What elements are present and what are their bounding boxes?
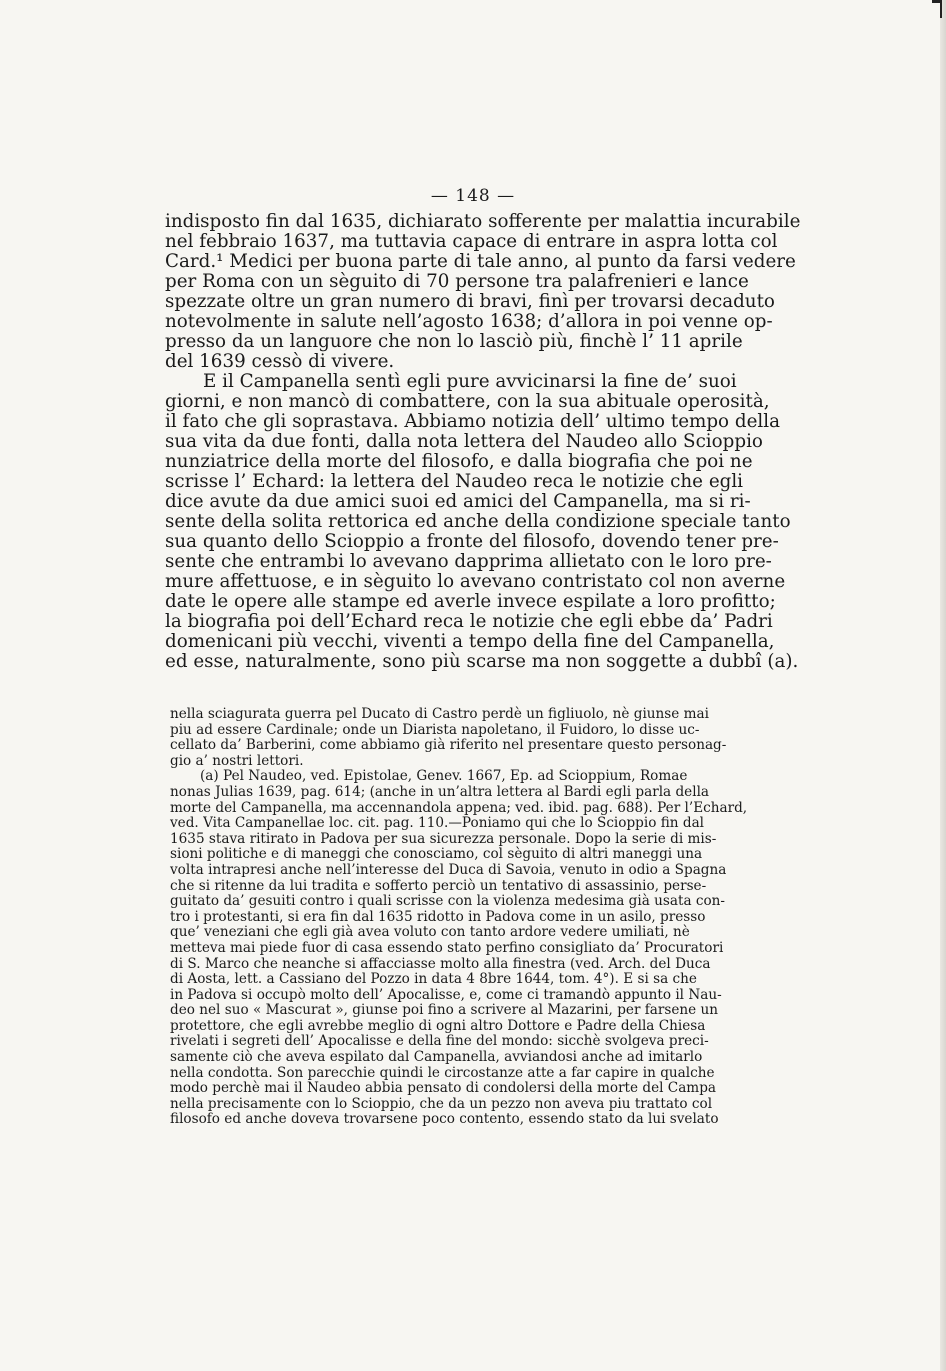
main-text-line: Card.¹ Medici per buona parte di tale anno, al punto da farsi vedere <box>165 251 796 272</box>
main-text-line: sua quanto dello Scioppio a fronte del filosofo, dovendo tener pre- <box>165 531 779 552</box>
footnote-line: cellato da’ Barberini, come abbiamo già riferito nel presentare questo personag- <box>170 737 727 754</box>
footnote-line: 1635 stava ritirato in Padova per sua sicurezza personale. Dopo la serie di mis- <box>170 830 717 847</box>
main-text-line: per Roma con un sèguito di 70 persone tra palafrenieri e lance <box>165 271 749 292</box>
footnote-line: deo nel suo « Mascurat », giunse poi fino a scrivere al Mazarini, per farsene un <box>170 1002 719 1019</box>
main-text-line: indisposto fin dal 1635, dichiarato sofferente per malattia incurabile <box>165 211 801 232</box>
main-text-line: sua vita da due fonti, dalla nota lettera del Naudeo allo Scioppio <box>165 431 763 452</box>
main-text-line: spezzate oltre un gran numero di bravi, finì per trovarsi decaduto <box>165 291 775 312</box>
footnote-line: samente ciò che aveva espilato dal Campanella, avviandosi anche ad imitarlo <box>170 1049 703 1066</box>
footnote-line: metteva mai piede fuor di casa essendo stato perfino consigliato da’ Procuratori <box>170 939 724 956</box>
footnote-line: ved. Vita Campanellae loc. cit. pag. 110.—Poniamo qui che lo Scioppio fin dal <box>170 815 705 832</box>
main-text-line: dice avute da due amici suoi ed amici del Campanella, ma si ri- <box>165 491 751 512</box>
footnote-line: che si ritenne da lui tradita e sofferto perciò un tentativo di assassinio, perse- <box>170 877 707 894</box>
main-text-line: domenicani più vecchi, viventi a tempo della fine del Campanella, <box>165 631 775 652</box>
main-text-line: mure affettuose, e in sèguito lo avevano contristato col non averne <box>165 571 786 592</box>
main-text-line: sente della solita rettorica ed anche della condizione speciale tanto <box>165 511 791 532</box>
main-text <box>165 211 801 672</box>
footnote-line: in Padova si occupò molto dell’ Apocalisse, e, come ci tramandò appunto il Nau- <box>170 986 722 1003</box>
footnote-line: que’ veneziani che egli già avea voluto con tanto ardore vedere umiliati, nè <box>170 924 690 941</box>
footnote-line: nella condotta. Son parecchie quindi le circostanze atte a far capire in qualche <box>170 1064 715 1081</box>
main-text-line: presso da un languore che non lo lasciò più, finchè l’ 11 aprile <box>165 331 743 352</box>
main-text-line: nunziatrice della morte del filosofo, e dalla biografia che poi ne <box>165 451 753 472</box>
main-text-line: giorni, e non mancò di combattere, con la sua abituale operosità, <box>165 391 770 412</box>
main-text-line: la biografia poi dell’Echard reca le notizie che egli ebbe da’ Padri <box>165 611 773 632</box>
main-text-line: il fato che gli soprastava. Abbiamo notizia dell’ ultimo tempo della <box>165 411 780 432</box>
footnote-line: guitato da’ gesuiti contro i quali scrisse con la violenza medesima già usata con- <box>170 893 726 910</box>
main-text-line: ed esse, naturalmente, sono più scarse ma non soggette a dubbî (a). <box>165 651 799 672</box>
main-text-line: scrisse l’ Echard: la lettera del Naudeo reca le notizie che egli <box>165 471 744 492</box>
footnote-line: di Aosta, lett. a Cassiano del Pozzo in data 4 8bre 1644, tom. 4°). E si sa che <box>170 971 697 988</box>
footnote-line: volta intrapresi anche nell’interesse del Duca di Savoia, venuto in odio a Spagna <box>170 861 727 878</box>
page-number: — 148 — <box>430 186 516 206</box>
main-text-line: nel febbraio 1637, ma tuttavia capace di entrare in aspra lotta col <box>165 231 778 252</box>
footnote-line: nella precisamente con lo Scioppio, che da un pezzo non aveva piu trattato col <box>170 1095 713 1112</box>
main-text-line: del 1639 cessò di vivere. <box>165 351 395 372</box>
footnote-line: (a) Pel Naudeo, ved. Epistolae, Genev. 1667, Ep. ad Scioppium, Romae <box>200 768 688 785</box>
footnotes <box>170 706 748 1128</box>
footnote-line: gio a’ nostri lettori. <box>170 752 304 769</box>
footnote-line: filosofo ed anche doveva trovarsene poco contento, essendo stato da lui svelato <box>170 1111 719 1128</box>
footnote-line: sioni politiche e di maneggi che conosciamo, col sèguito di altri maneggi una <box>170 846 703 863</box>
main-text-line: date le opere alle stampe ed averle invece espilate a loro profitto; <box>165 591 776 612</box>
footnote-line: nella sciagurata guerra pel Ducato di Castro perdè un figliuolo, nè giunse mai <box>170 706 709 722</box>
footnote-line: morte del Campanella, ma accennandola appena; ved. ibid. pag. 688). Per l’Echard, <box>170 799 748 816</box>
main-text-line: E il Campanella sentì egli pure avvicinarsi la fine de’ suoi <box>203 371 737 392</box>
footnote-line: rivelati i segreti dell’ Apocalisse e della fine del mondo: sicchè svolgeva preci- <box>170 1033 709 1050</box>
footnote-line: protettore, che egli avrebbe meglio di ogni altro Dottore e Padre della Chiesa <box>170 1017 706 1034</box>
main-text-line: notevolmente in salute nell’agosto 1638; d’allora in poi venne op- <box>165 311 773 332</box>
footnote-line: modo perchè mai il Naudeo abbia pensato di condolersi della morte del Campa <box>170 1080 717 1097</box>
footnote-line: piu ad essere Cardinale; onde un Diarista napoletano, il Fuidoro, lo disse uc- <box>170 721 700 738</box>
footnote-line: nonas Julias 1639, pag. 614; (anche in un’altra lettera al Bardi egli parla della <box>170 783 710 800</box>
corner-crop-mark <box>940 0 942 18</box>
footnote-line: tro i protestanti, si era fin dal 1635 ridotto in Padova come in un asilo, presso <box>170 908 706 925</box>
main-text-line: sente che entrambi lo avevano dapprima allietato con le loro pre- <box>165 551 772 572</box>
footnote-line: di S. Marco che neanche si affacciasse molto alla finestra (ved. Arch. del Duca <box>170 955 711 972</box>
